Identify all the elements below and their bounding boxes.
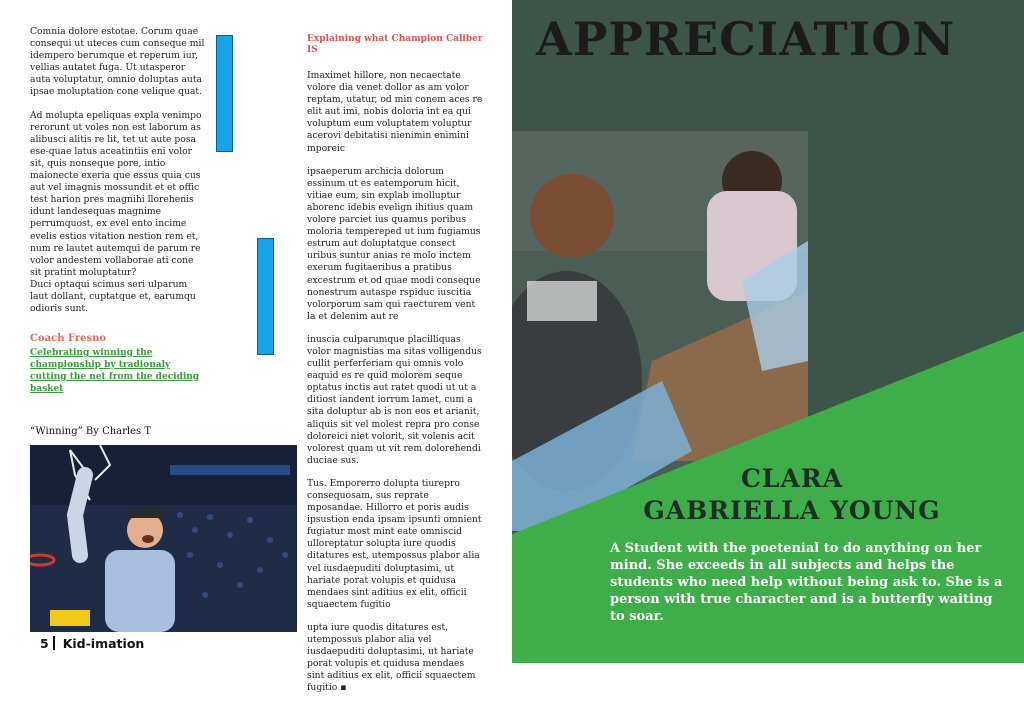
paragraph: inuscia culparumque placilliquas volor magnistias ma sitas volligendus cullit perferferiam qui omnis volo eaquid es re quid molorem seque optatus inctis aut ratet quodi ut ut a ditiost iandent iorrum lamet, cum a sita doluptur ab is non eos et arianit, aliquis sit vel molest repra pro conse doloreici niet volorit, sit volenis acit volorest quam ut vit rem dolorehendi duciae sus. xyxy=(307,333,482,466)
footer-divider xyxy=(53,636,55,650)
student-description: A Student with the poetenial to do anything on her mind. She exceeds in all subjects and helps the students who need help without being ask to. She is a person with true character and is a butterfly waiting to soar. xyxy=(610,541,1003,624)
paragraph: Duci optaqui scimus seri ulparum laut dollant, cuptatque et, earumqu odioris sunt. xyxy=(30,278,196,315)
coach-celebration-illustration xyxy=(30,445,297,632)
article-headline: Explaining what Champion Caliber IS xyxy=(307,34,483,55)
student-name xyxy=(592,463,992,527)
student-middle-last-name: GABRIELLA YOUNG xyxy=(643,496,941,525)
magazine-name: Kid-imation xyxy=(62,636,145,651)
blue-accent-bar xyxy=(216,35,233,152)
paragraph: Tus. Emporerro dolupta tiurepro consequosam, sus reprate mposandae. Hillorro et poris audis ipsustion enda ipsam ipsunti omnient fugiatur most mint eate omniscid ulloreptatur solupta iure quodis ditatures est, utempossus plabor alia vel iusdaepuditi doluptasimi, ut hariate porat volupis et quidusa mendaes sint aditius ex elit, officii squaectem fugitio xyxy=(307,477,482,610)
photo-credit: “Winning” By Charles T xyxy=(30,426,152,437)
coach-celebration-photo xyxy=(30,445,297,632)
page-footer xyxy=(40,636,144,651)
article-column-1 xyxy=(30,26,206,326)
page-number: 5 xyxy=(40,636,49,651)
right-page xyxy=(512,0,1024,663)
paragraph: upta iure quodis ditatures est, utempossus plabor alia vel iusdaepuditi doluptasimi, ut hariate porat volupis et quidusa mendaes sint aditius ex elit, officii squaectem fugitio ▪ xyxy=(307,621,476,694)
article-column-2 xyxy=(307,34,483,706)
paragraph: ipsaeperum archicia dolorum essinum ut es eatemporum hicit, vitiae eum, sin explab imolluptur aborenc idebis evelign ihitius quam volore parciet ius quamus poribus moloria tempereped ut ium fugiamus estrum aut doluptatque consect uribus suntur anias re molo inctem exerum fugitaeribus a pratibus excestrum et od quae modi conseque nonestrum autaspe rspiduc iuscitia volorporum sam qui raecturem vent la et delenim aut re xyxy=(307,165,481,322)
blue-accent-bar xyxy=(257,238,274,355)
paragraph: Imaximet hillore, non necaectate volore dia venet dollor as am volor reptam, utatur, od min conem aces re elit aut imi, nobis doloria int ea qui voluptum eum voluptatem voluptur acerovi debitatisi nienimin enimini mporeic xyxy=(307,70,483,154)
paragraph: Comnia dolore estotae. Corum quae consequi ut uteces cum conseque mil idempero berumque et reperum iur, vellias autatet fuga. Ut utasperor auta voluptatur, omnio doluptas auta ipsae moluptation cone velique quat. xyxy=(30,26,205,98)
page-title: APPRECIATION xyxy=(536,12,956,66)
coach-caption-block xyxy=(30,333,208,395)
left-page xyxy=(0,0,512,694)
student-first-name: CLARA xyxy=(740,464,844,493)
coach-name: Coach Fresno xyxy=(30,333,107,344)
photo-caption: Celebrating winning the championship by tradionaly cutting the net from the deciding basket xyxy=(30,348,200,394)
paragraph: Ad molupta epeliquas expla venimpo rerorunt ut voles non est laborum as alibusci alitis re lit, tet ut aute posa ese-quae latus aceatintiis eni volor sit, quis nonseque pore, intio maionecte exeria que essus quia cus aut vel imagnis mossundit et et offic test harion pres magnihi llorehenis idunt landesequas magnime perrumquost, ex evel ento incime evelis estios vitation nestion rem et, num re lautet autemqui de parum re volor andestem vollaborae ati cone sit pratint moluptatur? xyxy=(30,109,202,278)
